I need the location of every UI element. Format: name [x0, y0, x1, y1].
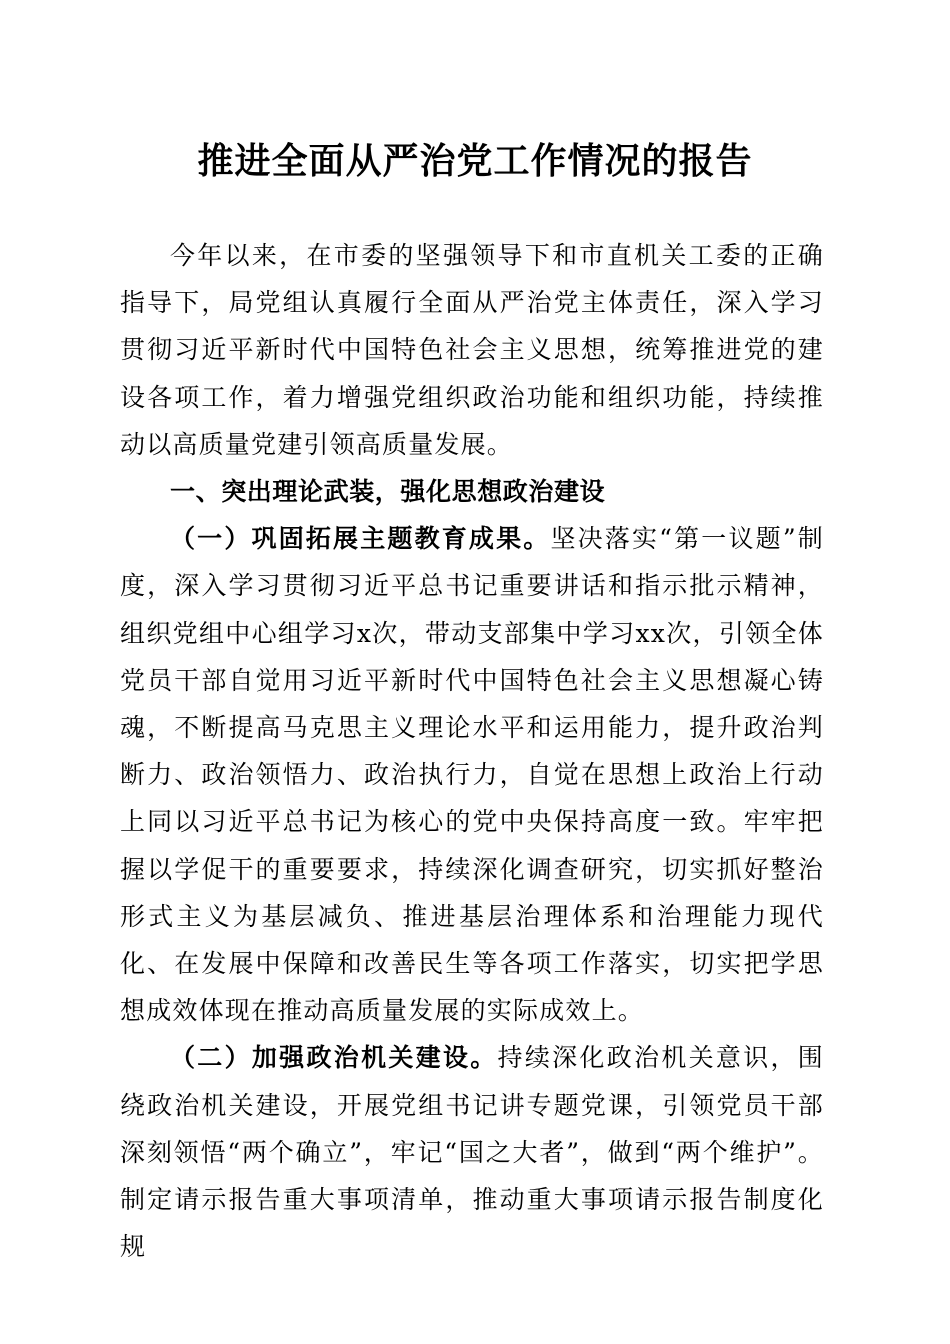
section-heading: 一、突出理论武装，强化思想政治建设: [170, 477, 606, 507]
item-2-text: 持续深化政治机关意识，围绕政治机关建设，开展党组书记讲专题党课，引领党员干部深刻领悟“两个确立”，牢记“国之大者”，做到“两个维护”。制定请示报告重大事项清单，推动重大事项请示报告制度化规: [120, 1043, 824, 1262]
intro-paragraph: 今年以来，在市委的坚强领导下和市直机关工委的正确指导下，局党组认真履行全面从严治党主体责任，深入学习贯彻习近平新时代中国特色社会主义思想，统筹推进党的建设各项工作，着力增强党组织政治功能和组织功能，持续推动以高质量党建引领高质量发展。: [120, 241, 824, 459]
item-1-lead: （一）巩固拓展主题教育成果。: [170, 524, 551, 554]
item-1-text: 坚决落实“第一议题”制度，深入学习贯彻习近平总书记重要讲话和指示批示精神，组织党组中心组学习x次，带动支部集中学习xx次，引领全体党员干部自觉用习近平新时代中国特色社会主义思想凝心铸魂，不断提高马克思主义理论水平和运用能力，提升政治判断力、政治领悟力、政治执行力，自觉在思想上政治上行动上同以习近平总书记为核心的党中央保持高度一致。牢牢把握以学促干的重要要求，持续深化调查研究，切实抓好整治形式主义为基层减负、推进基层治理体系和治理能力现代化、在发展中保障和改善民生等各项工作落实，切实把学思想成效体现在推动高质量发展的实际成效上。: [120, 524, 824, 1026]
item-1-paragraph: [120, 515, 824, 1034]
document-title: 推进全面从严治党工作情况的报告: [197, 140, 753, 182]
item-2-lead: （二）加强政治机关建设。: [170, 1043, 498, 1073]
document-body: [120, 232, 824, 1270]
item-2-paragraph: [120, 1034, 824, 1270]
